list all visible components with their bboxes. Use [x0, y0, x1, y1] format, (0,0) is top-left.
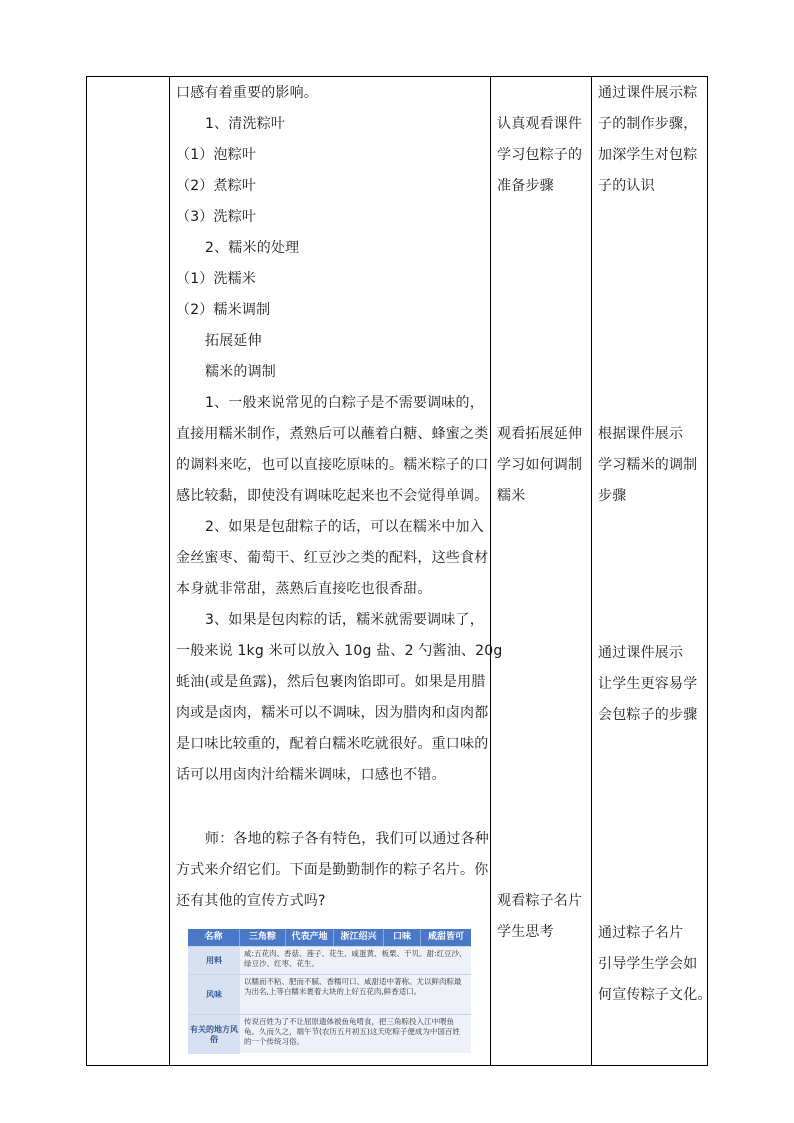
card-row: [188, 1014, 471, 1054]
activity-line: 认真观看课件: [497, 116, 583, 132]
content-line: （3）洗粽叶: [176, 209, 257, 225]
intent-line: 何宣传粽子文化。: [598, 987, 712, 1003]
activity-line: 观看粽子名片: [497, 893, 583, 909]
intent-line: 学习糯米的调制: [598, 457, 698, 473]
content-line: 的调料来吃，也可以直接吃原味的。糯米粽子的口: [176, 457, 489, 473]
intent-line: 引导学生学会如: [598, 956, 698, 972]
content-line: 蚝油(或是鱼露)，然后包裹肉馅即可。如果是用腊: [176, 674, 486, 690]
activity-line: 学习包粽子的: [497, 147, 583, 163]
intent-line: 加深学生对包粽: [598, 147, 698, 163]
card-header-cell: 咸甜皆可: [427, 932, 464, 942]
card-header-cell: 浙江绍兴: [334, 929, 384, 946]
content-line: 口感有着重要的影响。: [176, 85, 318, 101]
content-line: 金丝蜜枣、葡萄干、红豆沙之类的配料，这些食材: [176, 550, 489, 566]
intent-line: 通过粽子名片: [598, 925, 684, 941]
card-header-cell: 名称: [188, 929, 240, 946]
content-line: 1、一般来说常见的白粽子是不需要调味的，: [205, 395, 484, 411]
intent-line: 子的制作步骤，: [598, 116, 698, 132]
content-line: （1）洗糯米: [176, 271, 257, 287]
activity-line: 学习如何调制: [497, 457, 583, 473]
activity-line: 观看拓展延伸: [497, 426, 583, 442]
card-row-value: 咸:五花肉、香菇、莲子、花生、咸蛋黄、板栗、干贝。甜:红豆沙、绿豆沙、红枣、花生。: [244, 949, 467, 968]
empty-column: [87, 77, 169, 1065]
content-line: 本身就非常甜，蒸熟后直接吃也很香甜。: [176, 581, 432, 597]
intent-line: 步骤: [598, 488, 627, 504]
card-header-cell: 代表产地: [286, 929, 334, 946]
card-header-row: [188, 929, 471, 946]
card-row-value: 传说百姓为了不让屈原遗体被鱼龟啃食，把三角粽投入江中喂鱼龟。久而久之，端午节(农历五月初五)这天吃粽子便成为中国百姓的一个传统习俗。: [244, 1017, 460, 1046]
intent-line: 通过课件展示: [598, 645, 684, 661]
design-intent-column: [592, 77, 712, 1065]
content-line: 3、如果是包肉粽的话，糯米就需要调味了，: [205, 612, 484, 628]
section-heading: 拓展延伸: [205, 333, 262, 349]
content-line: 感比较黏，即使没有调味吃起来也不会觉得单调。: [176, 488, 489, 504]
card-header-cell: 口味: [384, 929, 421, 946]
intent-line: 通过课件展示粽: [598, 85, 698, 101]
intent-line: 子的认识: [598, 178, 655, 194]
card-header-cell: 三角粽: [240, 929, 286, 946]
step-heading: 1、清洗粽叶: [205, 116, 286, 132]
intent-line: 根据课件展示: [598, 426, 684, 442]
activity-line: 准备步骤: [497, 178, 554, 194]
content-line: 是口味比较重的，配着白糯米吃就很好。重口味的: [176, 736, 489, 752]
content-line: 师：各地的粽子各有特色，我们可以通过各种: [205, 831, 489, 847]
card-row: [188, 946, 471, 975]
content-line: 2、如果是包甜粽子的话，可以在糯米中加入: [205, 519, 484, 535]
zongzi-name-card: [188, 929, 471, 1053]
lesson-table: [86, 76, 712, 1066]
card-row: [188, 974, 471, 1015]
card-row-key: 有关的地方风俗: [188, 1015, 240, 1054]
intent-line: 让学生更容易学: [598, 676, 698, 692]
content-line: 方式来介绍它们。下面是勤勤制作的粽子名片。你: [176, 862, 489, 878]
content-line: （2）糯米调制: [176, 302, 271, 318]
activity-line: 学生思考: [497, 924, 554, 940]
teaching-content-column: [170, 77, 503, 1065]
step-heading: 2、糯米的处理: [205, 240, 300, 256]
card-row-key: 风味: [188, 975, 240, 1015]
activity-line: 糯米: [497, 488, 526, 504]
content-line: 还有其他的宣传方式吗?: [176, 893, 326, 909]
intent-line: 会包粽子的步骤: [598, 707, 698, 723]
card-row-key: 用料: [188, 947, 240, 975]
section-heading: 糯米的调制: [205, 364, 276, 380]
content-line: 一般来说 1kg 米可以放入 10g 盐、2 勺酱油、20g: [176, 643, 503, 659]
student-activity-column: [491, 77, 591, 1065]
content-line: （1）泡粽叶: [176, 147, 257, 163]
content-line: （2）煮粽叶: [176, 178, 257, 194]
content-line: 话可以用卤肉汁给糯米调味，口感也不错。: [176, 767, 446, 783]
content-line: 肉或是卤肉，糯米可以不调味，因为腊肉和卤肉都: [176, 705, 489, 721]
content-line: 直接用糯米制作，煮熟后可以蘸着白糖、蜂蜜之类: [176, 426, 489, 442]
card-row-value: 以糯而不粘、肥而不腻、香糯可口、咸甜适中著称。尤以鲜肉粽最为出名,上等白糯米裹着大块的上好五花肉,鲜香适口。: [244, 977, 462, 996]
